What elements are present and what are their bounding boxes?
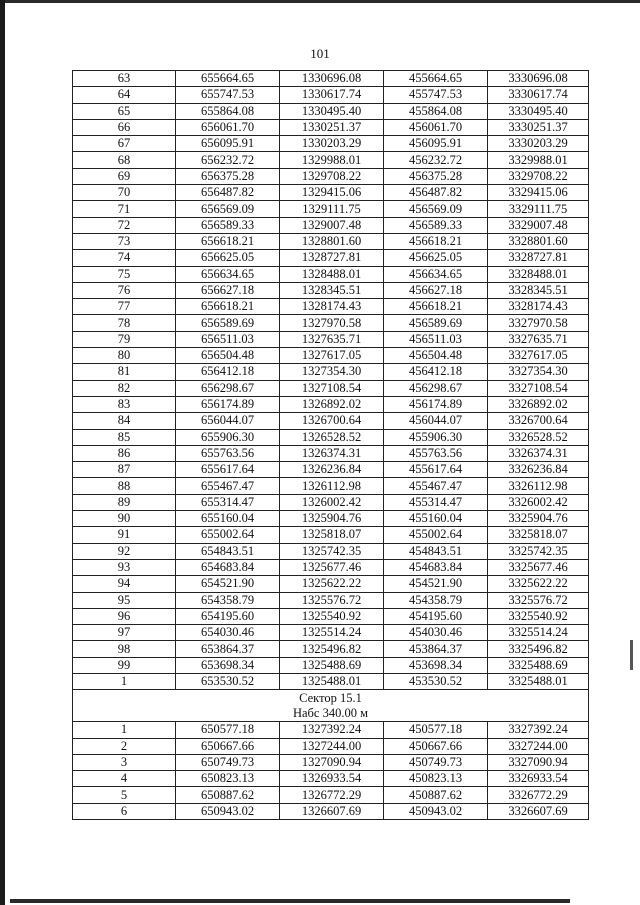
x-coord-cell: 650887.62	[176, 787, 280, 803]
point-number-cell: 66	[73, 119, 176, 135]
point-number-cell: 5	[73, 787, 176, 803]
point-number-cell: 78	[73, 315, 176, 331]
table-row	[73, 445, 589, 461]
table-row	[73, 331, 589, 347]
x-local-cell: 450943.02	[384, 803, 488, 819]
y-local-cell: 3330696.08	[488, 71, 589, 87]
x-local-cell: 456298.67	[384, 380, 488, 396]
table-row	[73, 559, 589, 575]
y-local-cell: 3327617.05	[488, 348, 589, 364]
sector-cell	[73, 690, 589, 722]
y-coord-cell: 1326002.42	[280, 494, 384, 510]
x-coord-cell: 650577.18	[176, 722, 280, 738]
y-local-cell: 3325576.72	[488, 592, 589, 608]
y-coord-cell: 1328727.81	[280, 250, 384, 266]
y-local-cell: 3325540.92	[488, 608, 589, 624]
point-number-cell: 81	[73, 364, 176, 380]
x-local-cell: 455314.47	[384, 494, 488, 510]
y-coord-cell: 1325818.07	[280, 527, 384, 543]
point-number-cell: 80	[73, 348, 176, 364]
point-number-cell: 65	[73, 103, 176, 119]
point-number-cell: 88	[73, 478, 176, 494]
table-body-bottom	[73, 722, 589, 820]
x-local-cell: 455617.64	[384, 462, 488, 478]
x-local-cell: 454683.84	[384, 559, 488, 575]
table-row	[73, 299, 589, 315]
y-local-cell: 3325904.76	[488, 511, 589, 527]
table-row	[73, 511, 589, 527]
point-number-cell: 64	[73, 87, 176, 103]
x-coord-cell: 650823.13	[176, 771, 280, 787]
y-coord-cell: 1327392.24	[280, 722, 384, 738]
y-coord-cell: 1326112.98	[280, 478, 384, 494]
y-local-cell: 3325496.82	[488, 641, 589, 657]
x-local-cell: 456569.09	[384, 201, 488, 217]
x-coord-cell: 656504.48	[176, 348, 280, 364]
point-number-cell: 85	[73, 429, 176, 445]
x-coord-cell: 656044.07	[176, 413, 280, 429]
point-number-cell: 6	[73, 803, 176, 819]
x-coord-cell: 656174.89	[176, 396, 280, 412]
y-local-cell: 3329415.06	[488, 185, 589, 201]
y-coord-cell: 1328345.51	[280, 282, 384, 298]
x-local-cell: 455747.53	[384, 87, 488, 103]
y-coord-cell: 1327090.94	[280, 754, 384, 770]
x-coord-cell: 656618.21	[176, 233, 280, 249]
table-row	[73, 576, 589, 592]
x-coord-cell: 653530.52	[176, 673, 280, 689]
point-number-cell: 1	[73, 722, 176, 738]
table-row	[73, 722, 589, 738]
point-number-cell: 69	[73, 168, 176, 184]
x-coord-cell: 653864.37	[176, 641, 280, 657]
y-local-cell: 3327635.71	[488, 331, 589, 347]
x-coord-cell: 656095.91	[176, 136, 280, 152]
y-local-cell: 3327970.58	[488, 315, 589, 331]
sector-subtitle: Набс 340.00 м	[292, 705, 369, 720]
point-number-cell: 1	[73, 673, 176, 689]
x-coord-cell: 655747.53	[176, 87, 280, 103]
table-row	[73, 87, 589, 103]
x-local-cell: 455160.04	[384, 511, 488, 527]
table-row	[73, 754, 589, 770]
x-coord-cell: 656625.05	[176, 250, 280, 266]
coordinates-table	[72, 70, 589, 820]
x-local-cell: 450749.73	[384, 754, 488, 770]
y-coord-cell: 1325742.35	[280, 543, 384, 559]
point-number-cell: 68	[73, 152, 176, 168]
table-row	[73, 136, 589, 152]
y-local-cell: 3327108.54	[488, 380, 589, 396]
point-number-cell: 87	[73, 462, 176, 478]
x-local-cell: 454521.90	[384, 576, 488, 592]
y-coord-cell: 1329708.22	[280, 168, 384, 184]
y-local-cell: 3330617.74	[488, 87, 589, 103]
y-local-cell: 3325742.35	[488, 543, 589, 559]
scan-edge-bottom	[10, 899, 570, 903]
point-number-cell: 82	[73, 380, 176, 396]
table-row	[73, 152, 589, 168]
x-local-cell: 456504.48	[384, 348, 488, 364]
y-coord-cell: 1325540.92	[280, 608, 384, 624]
x-coord-cell: 656627.18	[176, 282, 280, 298]
x-coord-cell: 654030.46	[176, 625, 280, 641]
y-local-cell: 3328174.43	[488, 299, 589, 315]
point-number-cell: 97	[73, 625, 176, 641]
y-local-cell: 3325818.07	[488, 527, 589, 543]
point-number-cell: 3	[73, 754, 176, 770]
point-number-cell: 67	[73, 136, 176, 152]
y-local-cell: 3330495.40	[488, 103, 589, 119]
table-row	[73, 787, 589, 803]
table-row	[73, 527, 589, 543]
point-number-cell: 93	[73, 559, 176, 575]
y-coord-cell: 1325677.46	[280, 559, 384, 575]
x-coord-cell: 656589.69	[176, 315, 280, 331]
y-coord-cell: 1325576.72	[280, 592, 384, 608]
y-local-cell: 3326374.31	[488, 445, 589, 461]
point-number-cell: 96	[73, 608, 176, 624]
point-number-cell: 74	[73, 250, 176, 266]
table-row	[73, 266, 589, 282]
y-local-cell: 3326700.64	[488, 413, 589, 429]
x-coord-cell: 656634.65	[176, 266, 280, 282]
x-local-cell: 455664.65	[384, 71, 488, 87]
table-row	[73, 71, 589, 87]
point-number-cell: 89	[73, 494, 176, 510]
y-coord-cell: 1327244.00	[280, 738, 384, 754]
y-local-cell: 3327244.00	[488, 738, 589, 754]
y-coord-cell: 1326236.84	[280, 462, 384, 478]
y-local-cell: 3326528.52	[488, 429, 589, 445]
y-coord-cell: 1330251.37	[280, 119, 384, 135]
point-number-cell: 63	[73, 71, 176, 87]
y-local-cell: 3329007.48	[488, 217, 589, 233]
y-local-cell: 3326933.54	[488, 771, 589, 787]
y-coord-cell: 1325514.24	[280, 625, 384, 641]
x-coord-cell: 655002.64	[176, 527, 280, 543]
x-coord-cell: 650749.73	[176, 754, 280, 770]
y-local-cell: 3328488.01	[488, 266, 589, 282]
x-local-cell: 456589.69	[384, 315, 488, 331]
y-coord-cell: 1326933.54	[280, 771, 384, 787]
x-coord-cell: 656511.03	[176, 331, 280, 347]
table-row	[73, 738, 589, 754]
x-local-cell: 455002.64	[384, 527, 488, 543]
table-row	[73, 478, 589, 494]
point-number-cell: 95	[73, 592, 176, 608]
table-row	[73, 250, 589, 266]
table-row	[73, 641, 589, 657]
point-number-cell: 75	[73, 266, 176, 282]
x-local-cell: 450577.18	[384, 722, 488, 738]
y-local-cell: 3329111.75	[488, 201, 589, 217]
x-local-cell: 456625.05	[384, 250, 488, 266]
y-coord-cell: 1329415.06	[280, 185, 384, 201]
y-coord-cell: 1329111.75	[280, 201, 384, 217]
x-local-cell: 450887.62	[384, 787, 488, 803]
y-local-cell: 3325677.46	[488, 559, 589, 575]
table-row	[73, 201, 589, 217]
y-local-cell: 3327090.94	[488, 754, 589, 770]
x-local-cell: 456061.70	[384, 119, 488, 135]
point-number-cell: 79	[73, 331, 176, 347]
table-row	[73, 348, 589, 364]
y-coord-cell: 1328801.60	[280, 233, 384, 249]
x-local-cell: 450823.13	[384, 771, 488, 787]
y-local-cell: 3326772.29	[488, 787, 589, 803]
x-coord-cell: 654358.79	[176, 592, 280, 608]
x-local-cell: 454843.51	[384, 543, 488, 559]
x-coord-cell: 655314.47	[176, 494, 280, 510]
y-coord-cell: 1330203.29	[280, 136, 384, 152]
table-row	[73, 771, 589, 787]
y-coord-cell: 1330495.40	[280, 103, 384, 119]
x-local-cell: 456634.65	[384, 266, 488, 282]
x-coord-cell: 655864.08	[176, 103, 280, 119]
y-coord-cell: 1325622.22	[280, 576, 384, 592]
table-row	[73, 608, 589, 624]
table-row	[73, 673, 589, 689]
y-coord-cell: 1327108.54	[280, 380, 384, 396]
x-coord-cell: 656375.28	[176, 168, 280, 184]
y-local-cell: 3325488.69	[488, 657, 589, 673]
sector-row	[73, 690, 589, 722]
point-number-cell: 76	[73, 282, 176, 298]
x-local-cell: 456375.28	[384, 168, 488, 184]
x-local-cell: 453698.34	[384, 657, 488, 673]
y-coord-cell: 1325488.01	[280, 673, 384, 689]
x-coord-cell: 655160.04	[176, 511, 280, 527]
y-coord-cell: 1326772.29	[280, 787, 384, 803]
sector-title: Сектор 15.1	[299, 690, 362, 705]
scan-edge-left	[0, 0, 5, 905]
x-local-cell: 453864.37	[384, 641, 488, 657]
x-local-cell: 455906.30	[384, 429, 488, 445]
page-number: 101	[310, 46, 330, 61]
x-local-cell: 456174.89	[384, 396, 488, 412]
x-local-cell: 454195.60	[384, 608, 488, 624]
y-coord-cell: 1326892.02	[280, 396, 384, 412]
y-coord-cell: 1327617.05	[280, 348, 384, 364]
table-row	[73, 657, 589, 673]
sector-header	[73, 690, 589, 722]
y-local-cell: 3325514.24	[488, 625, 589, 641]
x-local-cell: 453530.52	[384, 673, 488, 689]
x-local-cell: 454358.79	[384, 592, 488, 608]
x-coord-cell: 656412.18	[176, 364, 280, 380]
x-coord-cell: 655617.64	[176, 462, 280, 478]
y-local-cell: 3326002.42	[488, 494, 589, 510]
table-row	[73, 380, 589, 396]
y-coord-cell: 1327970.58	[280, 315, 384, 331]
x-local-cell: 454030.46	[384, 625, 488, 641]
y-coord-cell: 1325496.82	[280, 641, 384, 657]
point-number-cell: 83	[73, 396, 176, 412]
y-local-cell: 3328801.60	[488, 233, 589, 249]
x-local-cell: 456412.18	[384, 364, 488, 380]
y-coord-cell: 1330696.08	[280, 71, 384, 87]
x-coord-cell: 655467.47	[176, 478, 280, 494]
y-coord-cell: 1326528.52	[280, 429, 384, 445]
point-number-cell: 94	[73, 576, 176, 592]
scan-mark-right	[630, 640, 633, 670]
y-coord-cell: 1326374.31	[280, 445, 384, 461]
point-number-cell: 91	[73, 527, 176, 543]
x-local-cell: 456044.07	[384, 413, 488, 429]
x-coord-cell: 650667.66	[176, 738, 280, 754]
table-row	[73, 592, 589, 608]
x-local-cell: 456511.03	[384, 331, 488, 347]
table-row	[73, 185, 589, 201]
table-row	[73, 282, 589, 298]
table-row	[73, 413, 589, 429]
y-local-cell: 3326607.69	[488, 803, 589, 819]
y-coord-cell: 1329988.01	[280, 152, 384, 168]
point-number-cell: 71	[73, 201, 176, 217]
x-coord-cell: 656618.21	[176, 299, 280, 315]
x-coord-cell: 655763.56	[176, 445, 280, 461]
point-number-cell: 4	[73, 771, 176, 787]
y-coord-cell: 1325488.69	[280, 657, 384, 673]
table-row	[73, 803, 589, 819]
x-coord-cell: 656487.82	[176, 185, 280, 201]
y-coord-cell: 1326700.64	[280, 413, 384, 429]
y-local-cell: 3330203.29	[488, 136, 589, 152]
y-coord-cell: 1330617.74	[280, 87, 384, 103]
point-number-cell: 98	[73, 641, 176, 657]
point-number-cell: 72	[73, 217, 176, 233]
point-number-cell: 99	[73, 657, 176, 673]
scan-edge-top	[0, 0, 640, 3]
point-number-cell: 90	[73, 511, 176, 527]
table-row	[73, 625, 589, 641]
x-coord-cell: 656298.67	[176, 380, 280, 396]
x-coord-cell: 655906.30	[176, 429, 280, 445]
y-local-cell: 3325622.22	[488, 576, 589, 592]
y-local-cell: 3326236.84	[488, 462, 589, 478]
table-row	[73, 168, 589, 184]
x-local-cell: 456618.21	[384, 233, 488, 249]
table-row	[73, 119, 589, 135]
x-coord-cell: 654521.90	[176, 576, 280, 592]
table-row	[73, 103, 589, 119]
x-local-cell: 455467.47	[384, 478, 488, 494]
x-local-cell: 456095.91	[384, 136, 488, 152]
x-coord-cell: 654843.51	[176, 543, 280, 559]
table-row	[73, 462, 589, 478]
y-coord-cell: 1328174.43	[280, 299, 384, 315]
x-coord-cell: 655664.65	[176, 71, 280, 87]
x-coord-cell: 653698.34	[176, 657, 280, 673]
point-number-cell: 73	[73, 233, 176, 249]
y-coord-cell: 1325904.76	[280, 511, 384, 527]
x-local-cell: 456232.72	[384, 152, 488, 168]
y-local-cell: 3325488.01	[488, 673, 589, 689]
y-coord-cell: 1328488.01	[280, 266, 384, 282]
x-local-cell: 455864.08	[384, 103, 488, 119]
point-number-cell: 84	[73, 413, 176, 429]
y-local-cell: 3327354.30	[488, 364, 589, 380]
point-number-cell: 77	[73, 299, 176, 315]
y-local-cell: 3327392.24	[488, 722, 589, 738]
x-coord-cell: 654683.84	[176, 559, 280, 575]
table-row	[73, 396, 589, 412]
y-local-cell: 3330251.37	[488, 119, 589, 135]
y-coord-cell: 1329007.48	[280, 217, 384, 233]
x-local-cell: 456589.33	[384, 217, 488, 233]
y-local-cell: 3328345.51	[488, 282, 589, 298]
x-coord-cell: 650943.02	[176, 803, 280, 819]
table-row	[73, 315, 589, 331]
table-row	[73, 364, 589, 380]
x-coord-cell: 656232.72	[176, 152, 280, 168]
point-number-cell: 86	[73, 445, 176, 461]
point-number-cell: 92	[73, 543, 176, 559]
table-row	[73, 543, 589, 559]
y-local-cell: 3328727.81	[488, 250, 589, 266]
table-row	[73, 494, 589, 510]
y-local-cell: 3329988.01	[488, 152, 589, 168]
y-local-cell: 3326892.02	[488, 396, 589, 412]
point-number-cell: 2	[73, 738, 176, 754]
x-local-cell: 450667.66	[384, 738, 488, 754]
y-coord-cell: 1326607.69	[280, 803, 384, 819]
y-local-cell: 3329708.22	[488, 168, 589, 184]
table-row	[73, 217, 589, 233]
y-coord-cell: 1327635.71	[280, 331, 384, 347]
x-coord-cell: 656569.09	[176, 201, 280, 217]
x-coord-cell: 654195.60	[176, 608, 280, 624]
x-local-cell: 456487.82	[384, 185, 488, 201]
x-local-cell: 455763.56	[384, 445, 488, 461]
y-coord-cell: 1327354.30	[280, 364, 384, 380]
x-local-cell: 456618.21	[384, 299, 488, 315]
table-row	[73, 233, 589, 249]
x-local-cell: 456627.18	[384, 282, 488, 298]
table-row	[73, 429, 589, 445]
x-coord-cell: 656061.70	[176, 119, 280, 135]
y-local-cell: 3326112.98	[488, 478, 589, 494]
table-body-top	[73, 71, 589, 690]
x-coord-cell: 656589.33	[176, 217, 280, 233]
point-number-cell: 70	[73, 185, 176, 201]
